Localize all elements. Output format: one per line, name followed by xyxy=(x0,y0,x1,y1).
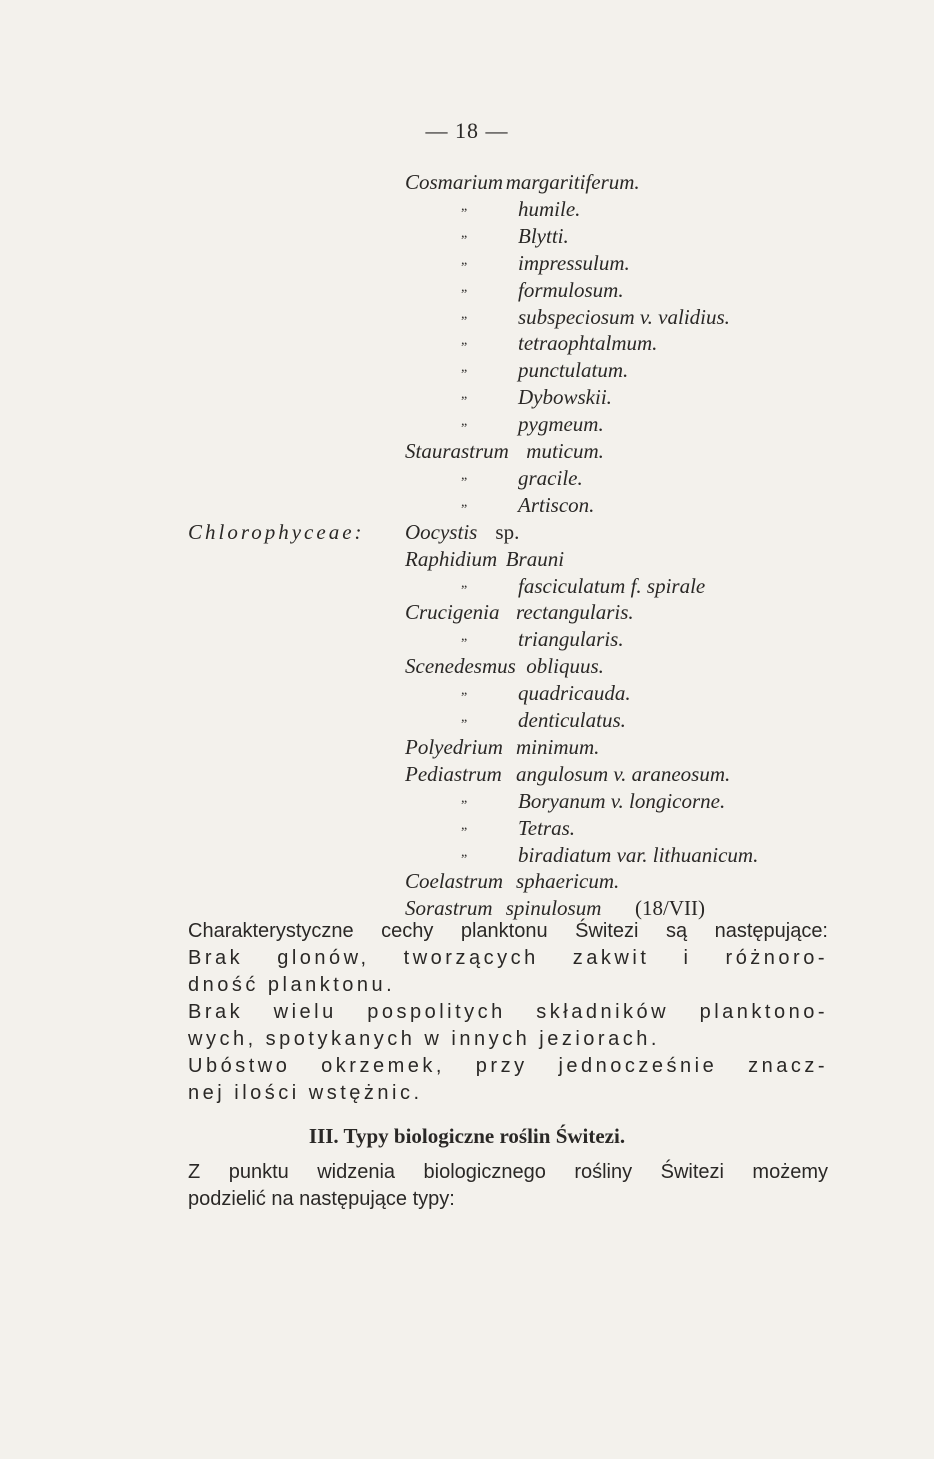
species-epithet: Dybowskii. xyxy=(518,385,612,410)
species-epithet: tetraophtalmum. xyxy=(518,331,658,356)
ditto-mark: „ xyxy=(461,629,468,645)
page-number: — 18 — xyxy=(425,118,509,143)
species-epithet: gracile. xyxy=(518,465,583,490)
species-line xyxy=(0,600,934,626)
species-epithet: Artiscon. xyxy=(518,492,595,517)
species-line xyxy=(0,869,934,895)
ditto-mark: „ xyxy=(461,360,468,376)
species-line xyxy=(0,789,934,815)
paragraph-3-line-1: Brak wielu pospolitych składników planktono- xyxy=(188,1001,828,1023)
species-epithet: angulosum v. araneosum. xyxy=(516,761,731,786)
genus-name: Coelastrum xyxy=(405,869,504,894)
species-epithet: punctulatum. xyxy=(518,358,629,383)
species-epithet: triangularis. xyxy=(518,627,624,652)
species-line xyxy=(0,224,934,250)
closing-paragraph xyxy=(188,1159,828,1213)
species-line xyxy=(0,708,934,734)
species-line xyxy=(0,627,934,653)
species-epithet: biradiatum var. lithuanicum. xyxy=(518,842,759,867)
species-epithet: Blytti. xyxy=(518,223,569,248)
ditto-mark: „ xyxy=(461,333,468,349)
species-line xyxy=(0,843,934,869)
species-line xyxy=(0,654,934,680)
species-line xyxy=(0,493,934,519)
species-line xyxy=(0,331,934,357)
species-line xyxy=(0,439,934,465)
species-line xyxy=(0,762,934,788)
ditto-mark: „ xyxy=(461,575,468,591)
species-line xyxy=(0,520,934,546)
species-epithet: humile. xyxy=(518,196,581,221)
paragraph-4 xyxy=(188,1053,828,1107)
species-epithet: quadricauda. xyxy=(518,681,631,706)
genus-name: Sorastrum xyxy=(405,896,493,921)
species-epithet: pygmeum. xyxy=(518,412,604,437)
ditto-mark: „ xyxy=(461,387,468,403)
species-line xyxy=(0,170,934,196)
ditto-mark: „ xyxy=(461,494,468,510)
species-line xyxy=(0,305,934,331)
species-line xyxy=(0,385,934,411)
ditto-mark: „ xyxy=(461,817,468,833)
species-epithet: minimum. xyxy=(516,734,600,759)
genus-name: Scenedesmus xyxy=(405,654,516,679)
ditto-mark: „ xyxy=(461,252,468,268)
species-epithet: Boryanum v. longicorne. xyxy=(518,788,726,813)
species-epithet: sp. xyxy=(495,519,520,544)
species-line xyxy=(0,251,934,277)
species-line xyxy=(0,412,934,438)
species-epithet: Brauni xyxy=(505,546,565,571)
species-line xyxy=(0,574,934,600)
section-heading: III. Typy biologiczne roślin Świtezi. xyxy=(308,1124,626,1148)
date-note: (18/VII) xyxy=(635,896,705,921)
genus-name: Oocystis xyxy=(405,519,478,544)
species-line xyxy=(0,466,934,492)
species-epithet: denticulatus. xyxy=(518,708,626,732)
species-epithet: sphaericum. xyxy=(516,869,620,894)
ditto-mark: „ xyxy=(461,844,468,860)
ditto-mark: „ xyxy=(461,790,468,806)
genus-name: Crucigenia xyxy=(405,600,500,625)
ditto-mark: „ xyxy=(461,467,468,483)
species-line xyxy=(0,681,934,707)
species-line xyxy=(0,816,934,842)
paragraph-1-text: Charakterystyczne cechy planktonu Świtezi są następujące: xyxy=(188,920,828,942)
species-line xyxy=(0,735,934,761)
paragraph-1 xyxy=(188,918,828,945)
species-line xyxy=(0,197,934,223)
paragraph-3-line-2: wych, spotykanych w innych jeziorach. xyxy=(188,1028,660,1050)
ditto-mark: „ xyxy=(461,710,468,725)
species-epithet: margaritiferum. xyxy=(505,170,640,194)
species-line xyxy=(0,278,934,304)
ditto-mark: „ xyxy=(461,225,468,241)
genus-name: Polyedrium xyxy=(405,734,503,759)
paragraph-4-line-1: Ubóstwo okrzemek, przy jednocześnie znacz- xyxy=(188,1055,828,1077)
species-epithet: muticum. xyxy=(526,439,604,463)
species-epithet: formulosum. xyxy=(518,277,624,302)
species-epithet: Tetras. xyxy=(518,815,576,840)
genus-name: Cosmarium xyxy=(405,170,504,194)
closing-line-2: podzielić na następujące typy: xyxy=(188,1188,455,1210)
species-epithet: fasciculatum f. spirale xyxy=(518,573,706,598)
paragraph-4-line-2: nej ilości wstężnic. xyxy=(188,1082,423,1104)
species-epithet: subspeciosum v. validius. xyxy=(518,304,730,329)
species-epithet: obliquus. xyxy=(526,654,604,679)
ditto-mark: „ xyxy=(461,306,468,322)
genus-name: Raphidium xyxy=(405,546,498,571)
ditto-mark: „ xyxy=(461,683,468,699)
ditto-mark: „ xyxy=(461,279,468,295)
paragraph-3 xyxy=(188,999,828,1053)
genus-name: Staurastrum xyxy=(405,439,509,463)
genus-name: Pediastrum xyxy=(405,761,502,786)
paragraph-2 xyxy=(188,945,828,999)
species-line xyxy=(0,358,934,384)
species-epithet: spinulosum xyxy=(505,896,602,921)
paragraph-2-line-2: dność planktonu. xyxy=(188,974,396,996)
group-label: Chlorophyceae: xyxy=(188,519,365,544)
species-epithet: impressulum. xyxy=(518,250,630,275)
ditto-mark: „ xyxy=(461,414,468,430)
paragraph-2-line-1: Brak glonów, tworzących zakwit i różnoro- xyxy=(188,947,828,969)
species-line xyxy=(0,547,934,573)
species-epithet: rectangularis. xyxy=(516,600,634,625)
ditto-mark: „ xyxy=(461,198,468,214)
closing-line-1: Z punktu widzenia biologicznego rośliny Świtezi możemy xyxy=(188,1161,828,1183)
